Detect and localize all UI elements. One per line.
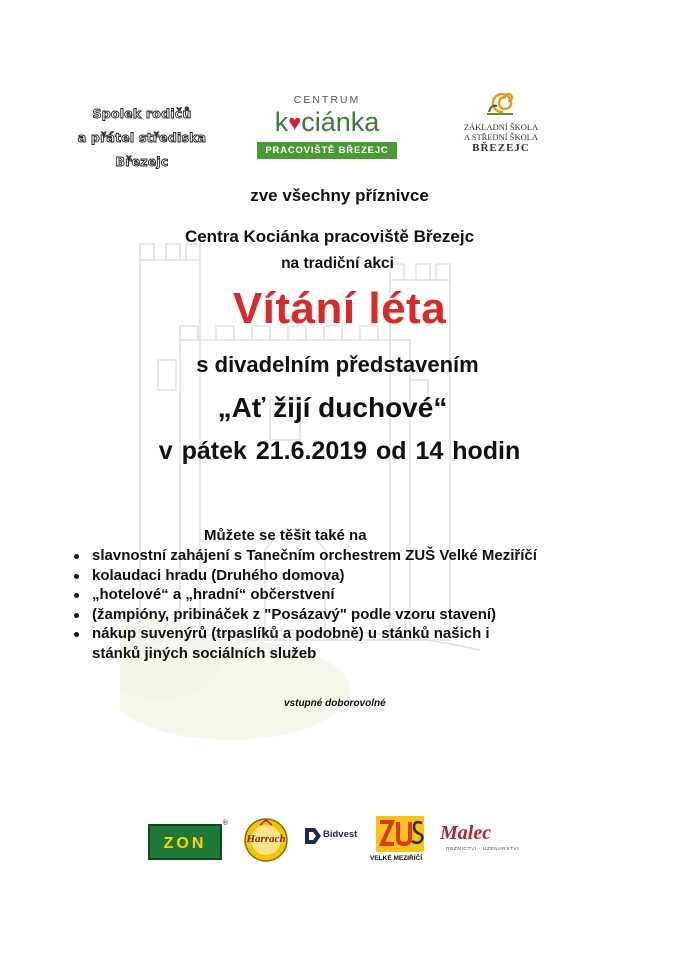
play-title: „Ať žijí duchové“ — [217, 392, 448, 423]
zon-sponsor-logo — [148, 820, 228, 860]
invite-line-1: zve všechny příznivce — [250, 186, 429, 205]
centrum-kocianka-logo — [252, 94, 402, 159]
heart-icon: ♥ — [288, 110, 302, 135]
school-logo — [455, 88, 547, 155]
bullet-icon — [74, 593, 79, 598]
event-subtitle: s divadelním představením — [196, 352, 479, 377]
event-title: Vítání léta — [232, 284, 447, 333]
bidvest-wordmark: Bidvest — [323, 829, 358, 840]
school-line-2: A STŘEDNÍ ŠKOLA — [463, 132, 539, 142]
wordmark-prefix: k — [274, 107, 289, 137]
list-item — [72, 605, 652, 625]
spolek-line-2: a přátel střediska — [77, 130, 207, 145]
event-date: v pátek 21.6.2019 od 14 hodin — [158, 437, 521, 465]
registered-mark: ® — [222, 820, 228, 827]
spolek-logo — [72, 102, 212, 174]
invite-line-3: na tradiční akci — [281, 255, 394, 272]
list-item-text: nákup suvenýrů (trpaslíků a podobně) u stánků našich i — [92, 625, 490, 642]
bullet-icon — [74, 632, 79, 637]
snail-spiral-icon — [483, 88, 519, 118]
list-item — [72, 546, 652, 566]
wordmark-suffix: ciánka — [301, 107, 380, 137]
bullet-icon — [74, 574, 79, 579]
workplace-badge: PRACOVIŠTĚ BŘEZEJC — [257, 142, 396, 159]
list-item-text: „hotelové“ a „hradní“ občerstvení — [92, 586, 335, 603]
malec-tagline: REZNICTVI · UZENARSTVI — [446, 847, 520, 852]
kocianka-wordmark — [252, 107, 402, 139]
program-heading: Můžete se těšit také na — [204, 527, 367, 544]
centrum-label: CENTRUM — [293, 94, 361, 106]
list-item-text: slavnostní zahájení s Tanečním orchestrem ZUŠ Velké Meziříčí — [92, 547, 537, 564]
list-item — [72, 566, 652, 586]
harrach-wordmark: Harrach — [246, 833, 286, 845]
program-list — [72, 546, 652, 663]
bullet-icon — [74, 613, 79, 618]
list-item-text: kolaudaci hradu (Druhého domova) — [92, 566, 345, 584]
malec-wordmark: Malec — [440, 822, 492, 844]
list-item — [72, 624, 652, 644]
list-item-text: stánků jiných sociálních služeb — [92, 644, 317, 662]
zon-wordmark: ZON — [163, 835, 207, 852]
school-town: BŘEZEJC — [472, 142, 530, 154]
bullet-icon — [74, 554, 79, 559]
spolek-line-1: Spolek rodičů — [92, 106, 192, 121]
list-item-continuation — [72, 644, 652, 664]
zus-logo-icon — [374, 814, 426, 854]
list-item — [72, 585, 652, 605]
school-line-1: ZÁKLADNÍ ŠKOLA — [463, 122, 539, 132]
zus-town-label: VELKÉ MEZIŘÍČÍ — [370, 855, 423, 862]
list-item-text: (žampióny, pribináček z "Posázavý" podle vzoru stavení) — [92, 605, 497, 623]
entry-fee-note: vstupné doborovolné — [284, 698, 386, 709]
spolek-line-3: Březejc — [115, 154, 169, 169]
invite-line-2: Centra Kociánka pracoviště Březejc — [184, 227, 475, 246]
